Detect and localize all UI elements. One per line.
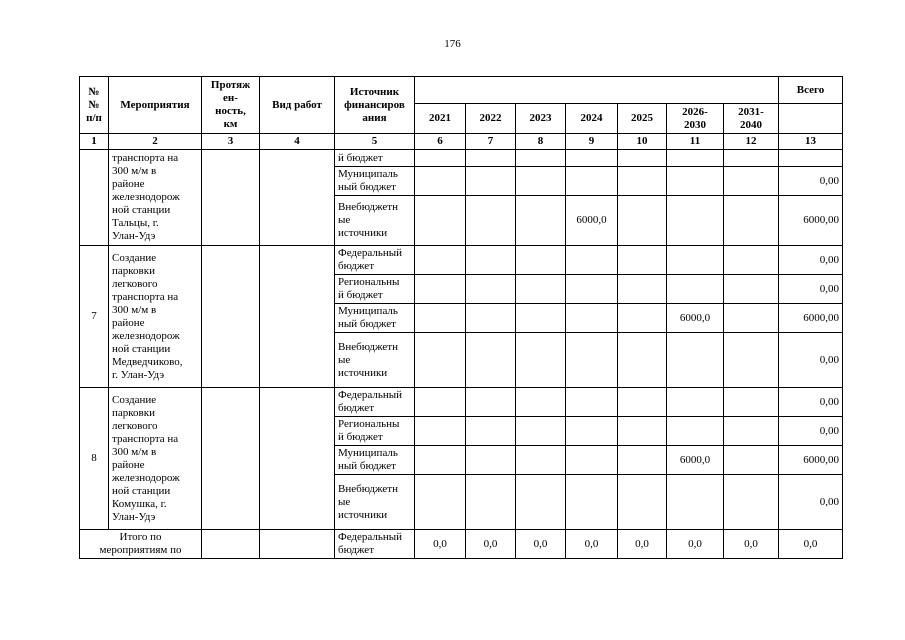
year-value-cell xyxy=(618,417,667,446)
header-year-1: 2022 xyxy=(466,104,516,134)
year-value-cell xyxy=(516,446,566,475)
year-value-cell xyxy=(415,446,466,475)
year-value-cell: 6000,0 xyxy=(566,196,618,246)
total-value-cell: 0,00 xyxy=(779,333,843,388)
year-value-cell xyxy=(618,275,667,304)
total-value-cell: 0,00 xyxy=(779,275,843,304)
year-value-cell xyxy=(618,475,667,530)
funding-source-cell: Федеральный бюджет xyxy=(335,388,415,417)
activity-description: Создание парковки легкового транспорта на 300 м/м в районе железнодорож ной станции Комушка, г. Улан-Удэ xyxy=(109,388,202,530)
column-number-12: 12 xyxy=(724,134,779,150)
year-value-cell xyxy=(667,417,724,446)
year-value-cell xyxy=(667,275,724,304)
total-value-cell xyxy=(779,150,843,167)
year-value-cell xyxy=(516,196,566,246)
year-value-cell xyxy=(415,388,466,417)
year-value-cell xyxy=(724,275,779,304)
summary-label: Итого по мероприятиям по xyxy=(80,530,202,559)
total-value-cell: 0,00 xyxy=(779,167,843,196)
year-value-cell xyxy=(415,475,466,530)
year-value-cell xyxy=(667,333,724,388)
column-number-9: 9 xyxy=(566,134,618,150)
header-activities-label: Мероприятия xyxy=(120,98,190,111)
header-funding-source xyxy=(335,77,415,134)
header-year-0: 2021 xyxy=(415,104,466,134)
header-work-type-label: Вид работ xyxy=(272,98,322,111)
summary-year-value: 0,0 xyxy=(667,530,724,559)
year-value-cell xyxy=(516,417,566,446)
year-value-cell xyxy=(566,475,618,530)
activity-description: Создание парковки легкового транспорта на 300 м/м в районе железнодорож ной станции Медведчиково, г. Улан-Удэ xyxy=(109,246,202,388)
total-value-cell: 6000,00 xyxy=(779,304,843,333)
year-value-cell xyxy=(566,446,618,475)
year-value-cell xyxy=(667,167,724,196)
activity-number xyxy=(80,150,109,246)
year-value-cell xyxy=(724,150,779,167)
year-value-cell xyxy=(724,167,779,196)
header-year-4: 2025 xyxy=(618,104,667,134)
year-value-cell xyxy=(466,388,516,417)
summary-year-value: 0,0 xyxy=(618,530,667,559)
year-value-cell xyxy=(466,304,516,333)
year-value-cell xyxy=(618,446,667,475)
year-value-cell xyxy=(566,275,618,304)
year-value-cell xyxy=(466,275,516,304)
column-number-4: 4 xyxy=(260,134,335,150)
funding-source-cell: Внебюджетн ые источники xyxy=(335,475,415,530)
year-value-cell xyxy=(466,167,516,196)
funding-source-cell: Муниципаль ный бюджет xyxy=(335,304,415,333)
activity-description: транспорта на 300 м/м в районе железнодорож ной станции Тальцы, г. Улан-Удэ xyxy=(109,150,202,246)
year-value-cell xyxy=(724,388,779,417)
total-value-cell: 0,00 xyxy=(779,388,843,417)
year-value-cell xyxy=(466,446,516,475)
year-value-cell xyxy=(618,388,667,417)
header-num xyxy=(80,77,109,134)
funding-source-cell: Региональны й бюджет xyxy=(335,417,415,446)
year-value-cell xyxy=(415,196,466,246)
year-value-cell xyxy=(516,275,566,304)
page-number: 176 xyxy=(444,38,461,50)
year-value-cell xyxy=(566,388,618,417)
work-type-cell xyxy=(260,246,335,388)
year-value-cell xyxy=(724,196,779,246)
summary-year-value: 0,0 xyxy=(466,530,516,559)
total-value-cell: 0,00 xyxy=(779,246,843,275)
year-value-cell xyxy=(516,304,566,333)
year-value-cell xyxy=(566,150,618,167)
summary-year-value: 0,0 xyxy=(415,530,466,559)
year-value-cell xyxy=(724,333,779,388)
header-years-group xyxy=(415,77,779,104)
year-value-cell xyxy=(415,167,466,196)
header-activities xyxy=(109,77,202,134)
column-number-2: 2 xyxy=(109,134,202,150)
column-number-10: 10 xyxy=(618,134,667,150)
header-row-top xyxy=(80,77,843,104)
year-value-cell xyxy=(618,246,667,275)
year-value-cell xyxy=(667,196,724,246)
total-value-cell: 6000,00 xyxy=(779,446,843,475)
year-value-cell xyxy=(415,333,466,388)
header-year-5: 2026- 2030 xyxy=(667,104,724,134)
summary-year-value: 0,0 xyxy=(724,530,779,559)
length-cell xyxy=(202,246,260,388)
header-year-3: 2024 xyxy=(566,104,618,134)
year-value-cell xyxy=(566,304,618,333)
column-number-13: 13 xyxy=(779,134,843,150)
table-row xyxy=(80,150,843,167)
activity-number: 8 xyxy=(80,388,109,530)
summary-year-value: 0,0 xyxy=(516,530,566,559)
year-value-cell xyxy=(415,417,466,446)
year-value-cell xyxy=(724,417,779,446)
funding-source-cell: Муниципаль ный бюджет xyxy=(335,446,415,475)
work-type-cell xyxy=(260,530,335,559)
header-total-spacer xyxy=(779,104,843,134)
year-value-cell xyxy=(667,246,724,275)
year-value-cell xyxy=(466,333,516,388)
column-number-7: 7 xyxy=(466,134,516,150)
year-value-cell xyxy=(724,246,779,275)
header-work-type xyxy=(260,77,335,134)
year-value-cell xyxy=(618,150,667,167)
funding-table-body xyxy=(80,77,843,559)
header-funding-source-label: Источник финансиров ания xyxy=(344,85,405,124)
year-value-cell xyxy=(667,475,724,530)
work-type-cell xyxy=(260,150,335,246)
total-value-cell: 6000,00 xyxy=(779,196,843,246)
year-value-cell xyxy=(415,304,466,333)
summary-funding-source: Федеральный бюджет xyxy=(335,530,415,559)
funding-table xyxy=(79,76,843,559)
year-value-cell xyxy=(566,333,618,388)
year-value-cell xyxy=(566,246,618,275)
header-year-6: 2031- 2040 xyxy=(724,104,779,134)
year-value-cell xyxy=(516,333,566,388)
column-number-6: 6 xyxy=(415,134,466,150)
total-value-cell: 0,00 xyxy=(779,475,843,530)
column-number-5: 5 xyxy=(335,134,415,150)
year-value-cell xyxy=(618,167,667,196)
summary-year-value: 0,0 xyxy=(566,530,618,559)
funding-source-cell: Внебюджетн ые источники xyxy=(335,333,415,388)
activity-number: 7 xyxy=(80,246,109,388)
year-value-cell xyxy=(667,388,724,417)
header-year-2: 2023 xyxy=(516,104,566,134)
column-numbers-row xyxy=(80,134,843,150)
year-value-cell xyxy=(724,304,779,333)
summary-row xyxy=(80,530,843,559)
year-value-cell xyxy=(466,150,516,167)
year-value-cell xyxy=(566,167,618,196)
year-value-cell xyxy=(466,196,516,246)
table-row xyxy=(80,388,843,417)
year-value-cell xyxy=(618,333,667,388)
header-num-label: № № п/п xyxy=(86,85,102,124)
year-value-cell xyxy=(415,246,466,275)
year-value-cell xyxy=(415,275,466,304)
year-value-cell xyxy=(724,446,779,475)
year-value-cell xyxy=(466,246,516,275)
funding-source-cell: Региональны й бюджет xyxy=(335,275,415,304)
year-value-cell xyxy=(516,150,566,167)
column-number-1: 1 xyxy=(80,134,109,150)
year-value-cell xyxy=(667,150,724,167)
header-total xyxy=(779,77,843,104)
year-value-cell xyxy=(466,417,516,446)
work-type-cell xyxy=(260,388,335,530)
header-length xyxy=(202,77,260,134)
column-number-8: 8 xyxy=(516,134,566,150)
funding-source-cell: й бюджет xyxy=(335,150,415,167)
year-value-cell xyxy=(724,475,779,530)
year-value-cell: 6000,0 xyxy=(667,304,724,333)
year-value-cell xyxy=(566,417,618,446)
year-value-cell xyxy=(415,150,466,167)
year-value-cell xyxy=(516,475,566,530)
header-total-label: Всего xyxy=(796,83,825,96)
summary-total-value: 0,0 xyxy=(779,530,843,559)
year-value-cell xyxy=(516,246,566,275)
year-value-cell xyxy=(618,196,667,246)
year-value-cell xyxy=(618,304,667,333)
total-value-cell: 0,00 xyxy=(779,417,843,446)
year-value-cell xyxy=(466,475,516,530)
year-value-cell xyxy=(516,167,566,196)
funding-source-cell: Внебюджетн ые источники xyxy=(335,196,415,246)
length-cell xyxy=(202,530,260,559)
column-number-11: 11 xyxy=(667,134,724,150)
length-cell xyxy=(202,388,260,530)
funding-source-cell: Муниципаль ный бюджет xyxy=(335,167,415,196)
header-length-label: Протяж ен- ность, км xyxy=(210,79,251,130)
column-number-3: 3 xyxy=(202,134,260,150)
year-value-cell xyxy=(516,388,566,417)
year-value-cell: 6000,0 xyxy=(667,446,724,475)
table-row xyxy=(80,246,843,275)
length-cell xyxy=(202,150,260,246)
funding-source-cell: Федеральный бюджет xyxy=(335,246,415,275)
